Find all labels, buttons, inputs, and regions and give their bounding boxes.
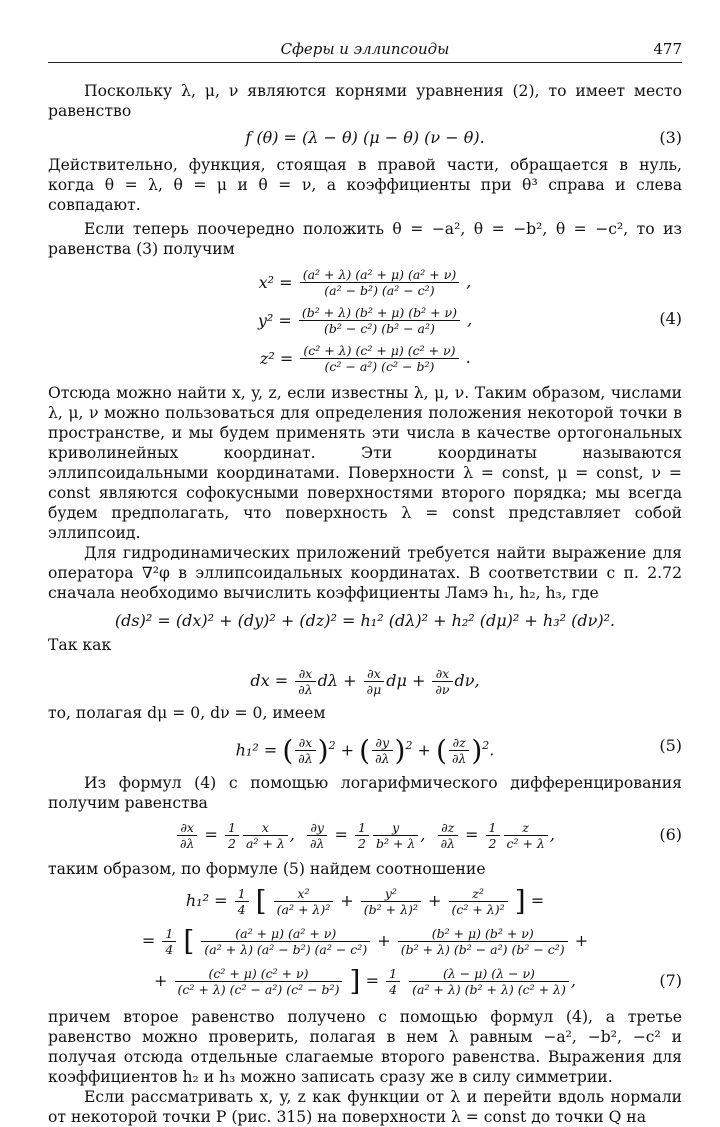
eq7-row-1: h₁² = $\frac{1}{4}$ [ $\frac{\text{x²}}{\text{(a² + λ)²}}$ + $\frac{\text{y²}}{\text{(b² + λ)²}}$ + $\frac{\text{z²}}{\text{(c² + λ)²}}$ ] = — [185, 884, 545, 918]
denominator: ∂λ — [310, 836, 325, 851]
numerator: ∂x — [364, 666, 385, 682]
denominator: ∂λ — [180, 836, 195, 851]
page-number: 477 — [653, 40, 682, 58]
numerator: y — [373, 820, 418, 836]
numerator: 1 — [235, 886, 249, 902]
denominator: (c² + λ) (c² − a²) (c² − b²) — [177, 982, 340, 997]
eq-lhs: dx = — [250, 671, 289, 690]
fraction — [364, 666, 385, 697]
fraction — [449, 735, 469, 766]
paragraph: Поскольку λ, μ, ν являются корнями уравнения (2), то имеет место равенство — [48, 82, 682, 120]
fraction — [432, 666, 452, 697]
numerator: 1 — [225, 820, 239, 836]
fraction — [162, 926, 176, 957]
eq4-row-y — [48, 301, 682, 339]
fraction — [438, 820, 458, 851]
equation-label: (6) — [659, 825, 682, 844]
denominator: a² + λ — [245, 836, 285, 851]
eq7-row-3: (7) + $\frac{\text{(c² + μ) (c² + ν)}}{\text{(c² + λ) (c² − a²) (c² − b²)}}$ ] = $\frac{1}{4}$ $\frac{(\lambda - \mu) (\lambda - \nu)}{\text{(a² + λ) (b² + λ) (c² + λ)}}$ , — [48, 961, 682, 1001]
numerator: (b² + μ) (b² + ν) — [398, 926, 568, 942]
equation-7 — [48, 881, 682, 1003]
punct: . — [465, 348, 471, 367]
numerator: z — [504, 820, 548, 836]
numerator: (a² + λ) (a² + μ) (a² + ν) — [300, 267, 460, 283]
numerator: x² — [274, 886, 334, 902]
page — [48, 38, 682, 1127]
equation-dx — [48, 661, 682, 701]
eq4-lhs: y² = — [257, 310, 292, 330]
numerator: 1 — [162, 926, 176, 942]
fraction — [201, 926, 370, 957]
numerator: ∂y — [307, 820, 327, 836]
fraction — [274, 886, 334, 917]
fraction — [449, 886, 508, 917]
eq4-row-x — [48, 263, 682, 301]
term: dλ + — [317, 671, 357, 690]
fraction — [386, 966, 400, 997]
equation-text: (ds)² = (dx)² + (dy)² + (dz)² = h₁² (dλ)² + h₂² (dμ)² + h₃² (dν)². — [114, 611, 616, 630]
eq-lhs: h₁² = — [185, 891, 228, 910]
fraction — [398, 926, 568, 957]
denominator: (a² + λ)² — [276, 902, 331, 917]
fraction — [300, 343, 458, 374]
eq7-row-2: = $\frac{1}{4}$ [ $\frac{\text{(a² + μ) (a² + ν)}}{\text{(a² + λ) (a² − b²) (a² − c²)}}$ + $\frac{\text{(b² + μ) (b² + ν)}}{\text{(b² + λ) (b² − a²) (b² − c²)}}$ + — [141, 924, 589, 958]
equation-5: (5) h₁² = ( $\frac{\partial x}{\partial\lambda}$ )$^2$ + ( $\frac{\partial y}{\partial\lambda}$ )$^2$ + ( $\frac{\partial z}{\partial\lambda}$ )$^2$. — [48, 725, 682, 767]
numerator: (λ − μ) (λ − ν) — [409, 966, 569, 982]
fraction — [373, 820, 418, 851]
fraction — [175, 966, 343, 997]
numerator: (b² + λ) (b² + μ) (b² + ν) — [299, 305, 460, 321]
equation-label: (7) — [659, 971, 682, 990]
punct: , — [467, 310, 473, 329]
denominator: (a² + λ) (b² + λ) (c² + λ) — [412, 982, 566, 997]
numerator: ∂x — [295, 666, 315, 682]
numerator: (c² + μ) (c² + ν) — [175, 966, 343, 982]
denominator: 4 — [165, 942, 174, 957]
denominator: 4 — [389, 982, 398, 997]
equation-4 — [48, 263, 682, 377]
denominator: (a² + λ) (a² − b²) (a² − c²) — [204, 942, 368, 957]
fraction — [243, 820, 288, 851]
numerator: y² — [361, 886, 421, 902]
denominator: 4 — [237, 902, 246, 917]
paragraph: Так как — [48, 636, 112, 654]
paragraph: Если теперь поочередно положить θ = −a², θ = −b², θ = −c², то из равенства (3) получим — [48, 220, 682, 258]
numerator: ∂x — [432, 666, 452, 682]
punct: , — [466, 272, 472, 291]
equation-label: (5) — [659, 736, 682, 755]
paragraph: причем второе равенство получено с помощью формул (4), а третье равенство можно проверить, полагая в нем λ равным −a², −b², −c² и получая отсюда отдельные слагаемые второго равенства. Выражения для коэффициентов h₂ и h₃ можно записать сразу же в силу симметрии. — [48, 1008, 682, 1086]
fraction — [177, 820, 197, 851]
denominator: ∂λ — [375, 751, 390, 767]
numerator: 1 — [386, 966, 400, 982]
paragraph: Для гидродинамических приложений требуется найти выражение для оператора ∇²φ в эллипсоидальных координатах. В соответствии с п. 2.72 сначала необходимо вычислить коэффициенты Ламэ h₁, h₂, h₃, где — [48, 544, 682, 602]
denominator: 2 — [488, 836, 497, 851]
fraction — [361, 886, 421, 917]
denominator: ∂λ — [298, 682, 313, 697]
paragraph: Из формул (4) с помощью логарифмического дифференцирования получим равенства — [48, 774, 682, 812]
header-title: Сферы и эллипсоиды — [280, 40, 450, 58]
equation-text: f (θ) = (λ − θ) (μ − θ) (ν − θ). — [245, 128, 485, 147]
paragraph: Действительно, функция, стоящая в правой части, обращается в нуль, когда θ = λ, θ = μ и θ = ν, а коэффициенты при θ³ справа и слева совпадают. — [48, 156, 682, 214]
equation-3 — [48, 127, 682, 149]
equation-ds — [48, 609, 682, 633]
denominator: 2 — [358, 836, 366, 851]
fraction — [295, 666, 315, 697]
fraction — [372, 735, 392, 766]
equation-label: (4) — [659, 309, 682, 328]
paragraph: таким образом, по формуле (5) найдем соотношение — [48, 860, 486, 878]
numerator: ∂z — [438, 820, 458, 836]
fraction — [486, 820, 500, 851]
equation-label: (3) — [659, 128, 682, 147]
denominator: (c² − a²) (c² − b²) — [324, 359, 435, 374]
denominator: ∂λ — [440, 836, 455, 851]
term: dμ + — [386, 671, 426, 690]
numerator: x — [243, 820, 288, 836]
fraction — [295, 735, 315, 766]
numerator: ∂x — [295, 735, 315, 751]
paragraph: Отсюда можно найти x, y, z, если известны λ, μ, ν. Таким образом, числами λ, μ, ν можно пользоваться для определения положения некоторой точки в пространстве, и мы будем применять эти числа в качестве ортогональных криволинейных координат. Эти координаты называются эллипсоидальными координатами. Поверхности λ = const, μ = const, ν = const являются софокусными поверхностями второго порядка; мы всегда будем предполагать, что поверхность λ = const представляет собой эллипсоид. — [48, 384, 682, 542]
numerator: ∂x — [177, 820, 197, 836]
numerator: z² — [449, 886, 508, 902]
eq4-lhs: x² = — [258, 272, 293, 292]
term: dν, — [454, 671, 480, 690]
numerator: 1 — [486, 820, 500, 836]
denominator: ∂μ — [366, 682, 382, 697]
denominator: (c² + λ)² — [451, 902, 505, 917]
numerator: ∂y — [372, 735, 392, 751]
denominator: ∂ν — [435, 682, 450, 697]
fraction — [355, 820, 369, 851]
running-header — [48, 38, 682, 63]
fraction — [409, 966, 569, 997]
denominator: (b² + λ) (b² − a²) (b² − c²) — [400, 942, 565, 957]
denominator: ∂λ — [451, 751, 467, 767]
fraction — [235, 886, 249, 917]
eq-lhs: h₁² = — [235, 740, 278, 760]
fraction — [225, 820, 239, 851]
numerator: 1 — [355, 820, 369, 836]
numerator: (c² + λ) (c² + μ) (c² + ν) — [300, 343, 458, 359]
denominator: (b² + λ)² — [363, 902, 418, 917]
denominator: c² + λ — [506, 836, 545, 851]
denominator: 2 — [228, 836, 236, 851]
fraction — [299, 305, 460, 336]
paragraph: Если рассматривать x, y, z как функции от λ и перейти вдоль нормали от некоторой точки P (рис. 315) на поверхности λ = const до точки Q на — [48, 1088, 682, 1126]
fraction — [504, 820, 548, 851]
eq4-row-z — [48, 339, 682, 377]
numerator: (a² + μ) (a² + ν) — [201, 926, 370, 942]
fraction — [307, 820, 327, 851]
denominator: b² + λ — [375, 836, 416, 851]
fraction — [300, 267, 460, 298]
paragraph: то, полагая dμ = 0, dν = 0, имеем — [48, 704, 326, 722]
numerator: ∂z — [449, 735, 469, 751]
denominator: (a² − b²) (a² − c²) — [324, 283, 435, 298]
denominator: ∂λ — [298, 751, 313, 767]
equation-6: (6) $\frac{\partial x}{\partial\lambda}$ = $\frac{1}{2}$ $\frac{x}{\text{a² + λ}}$ , $\frac{\partial y}{\partial\lambda}$ = $\frac{1}{2}$ $\frac{y}{\text{b² + λ}}$ , $\frac{\partial z}{\partial\lambda}$ = $\frac{1}{2}$ $\frac{z}{\text{c² + λ}}$ , — [48, 815, 682, 855]
eq4-lhs: z² = — [259, 348, 294, 368]
denominator: (b² − c²) (b² − a²) — [324, 321, 435, 336]
